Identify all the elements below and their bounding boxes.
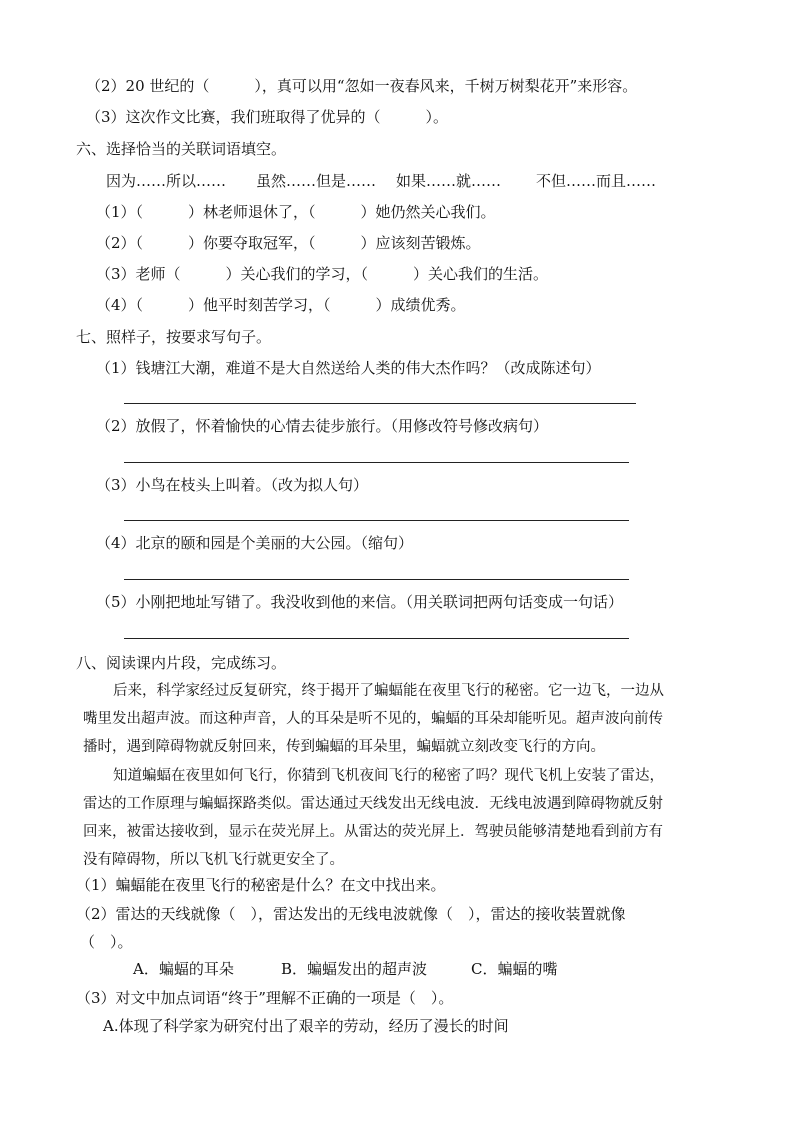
passage-p1-line2: 嘴里发出超声波。而这种声音，人的耳朵是听不见的，蝙蝠的耳朵却能听见。超声波向前传	[83, 711, 663, 727]
sec7-item-1: （1）钱塘江大潮，难道不是大自然送给人类的伟大杰作吗？（改成陈述句）	[96, 359, 601, 377]
q2-option-b: B．蝙蝠发出的超声波	[281, 960, 428, 978]
q2-option-a: A．蝙蝠的耳朵	[133, 960, 234, 978]
sec7-item-5: （5）小刚把地址写错了。我没收到他的来信。（用关联词把两句话变成一句话）	[96, 593, 624, 611]
sec6-item-2: （2）（ ）你要夺取冠军，（ ）应该刻苦锻炼。	[96, 234, 481, 252]
q2-option-c: C．蝙蝠的嘴	[471, 960, 558, 978]
sec6-item-3: （3）老师（ ）关心我们的学习，（ ）关心我们的生活。	[96, 265, 549, 283]
sec7-item-4: （4）北京的颐和园是个美丽的大公园。（缩句）	[96, 534, 414, 552]
sec6-option-1: 因为……所以……	[106, 172, 227, 190]
sec8-q1: （1）蝙蝠能在夜里飞行的秘密是什么？在文中找出来。	[76, 876, 446, 894]
sec7-item-2: （2）放假了，怀着愉快的心情去徒步旅行。（用修改符号修改病句）	[96, 417, 549, 435]
answer-line-5[interactable]	[124, 638, 629, 639]
sec8-q3-option-a: A.体现了科学家为研究付出了艰辛的劳动，经历了漫长的时间	[103, 1017, 509, 1035]
sec7-item-3: （3）小鸟在枝头上叫着。（改为拟人句）	[96, 476, 369, 494]
answer-line-2[interactable]	[124, 462, 629, 463]
sec6-option-3: 如果……就……	[396, 172, 502, 190]
sec6-option-4: 不但……而且……	[536, 172, 657, 190]
sec8-title: 八、阅读课内片段，完成练习。	[76, 654, 287, 672]
sec6-title: 六、选择恰当的关联词语填空。	[76, 140, 287, 158]
sec8-q2-options	[133, 958, 557, 980]
sec8-q3: （3）对文中加点词语“终于”理解不正确的一项是（ ）。	[76, 989, 454, 1007]
sec8-q2-line1: （2）雷达的天线就像（ ），雷达发出的无线电波就像（ ），雷达的接收装置就像	[76, 905, 626, 923]
passage-p2-line3: 回来，被雷达接收到，显示在荧光屏上。从雷达的荧光屏上．驾驶员能够清楚地看到前方有	[83, 824, 663, 840]
answer-line-1[interactable]	[124, 403, 636, 404]
passage-p2-line4: 没有障碍物，所以飞机飞行就更安全了。	[83, 852, 344, 868]
passage-p2-line2: 雷达的工作原理与蝙蝠探路类似。雷达通过天线发出无线电波．无线电波遇到障碍物就反射	[83, 796, 663, 812]
sec8-q2-line2: （ ）。	[80, 933, 133, 951]
sec7-title: 七、照样子，按要求写句子。	[76, 328, 272, 346]
passage-p1-line3: 播时，遇到障碍物就反射回来，传到蝙蝠的耳朵里，蝙蝠就立刻改变飞行的方向。	[83, 739, 605, 755]
sec5-q2: （2）20 世纪的（ ），真可以用“忽如一夜春风来，千树万树梨花开”来形容。	[86, 77, 638, 95]
passage-p1-line1: 后来，科学家经过反复研究，终于揭开了蝙蝠能在夜里飞行的秘密。它一边飞，一边从	[113, 683, 664, 699]
answer-line-3[interactable]	[124, 520, 629, 521]
sec6-item-1: （1）（ ）林老师退休了，（ ）她仍然关心我们。	[96, 203, 496, 221]
sec5-q3: （3）这次作文比赛，我们班取得了优异的（ ）。	[86, 108, 449, 126]
sec6-options	[106, 170, 656, 192]
sec6-option-2: 虽然……但是……	[256, 172, 377, 190]
passage-p2-line1: 知道蝙蝠在夜里如何飞行，你猜到飞机夜间飞行的秘密了吗？现代飞机上安装了雷达，	[113, 768, 664, 784]
answer-line-4[interactable]	[124, 579, 629, 580]
sec6-item-4: （4）（ ）他平时刻苦学习，（ ）成绩优秀。	[96, 296, 466, 314]
